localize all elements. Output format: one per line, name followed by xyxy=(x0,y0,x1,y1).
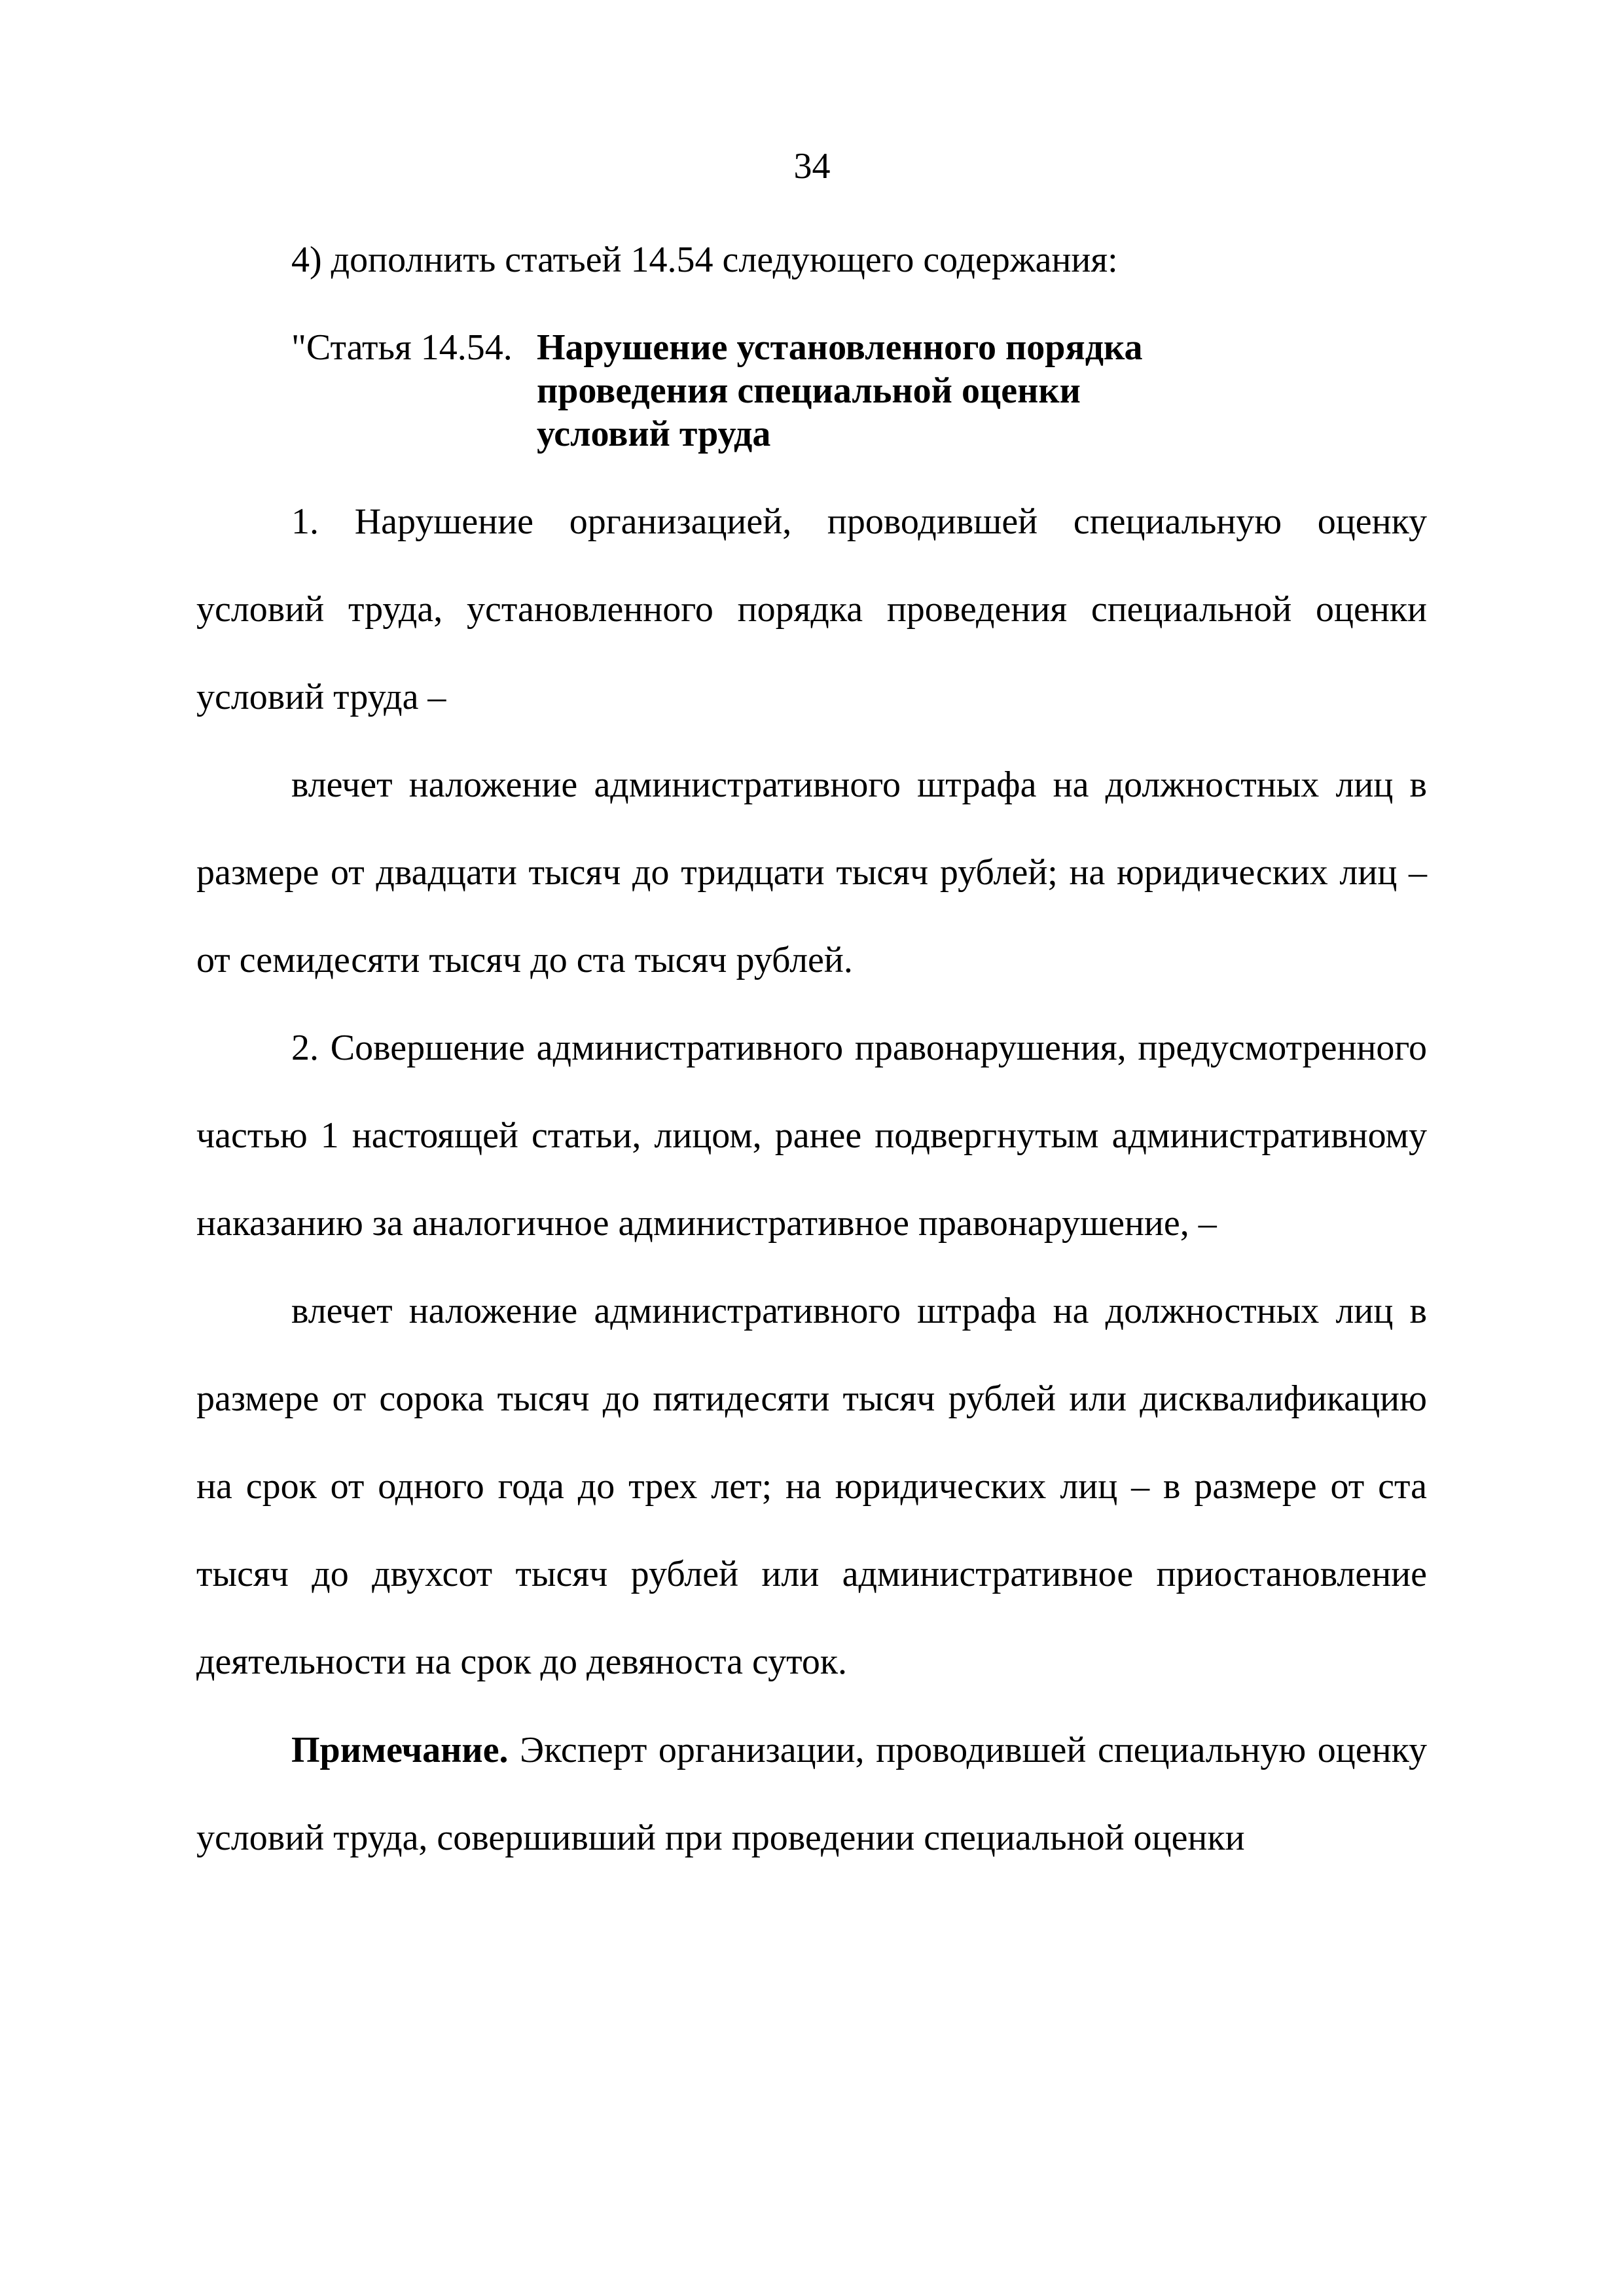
note-text: Эксперт организации, проводившей специальную оценку условий труда, совершивший при проведении специальной оценки xyxy=(196,1730,1427,1858)
paragraph-part-1: 1. Нарушение организацией, проводившей специальную оценку условий труда, установленного порядка проведения специальной оценки условий труда – xyxy=(196,501,1427,717)
article-title-line: Нарушение установленного порядка xyxy=(537,327,1143,368)
article-label: "Статья 14.54. xyxy=(291,327,513,368)
article-title xyxy=(537,326,1453,456)
paragraph-note xyxy=(196,1706,1427,1882)
note-label: Примечание. xyxy=(291,1730,509,1770)
amendment-intro: 4) дополнить статьей 14.54 следующего содержания: xyxy=(291,240,1118,280)
page-number: 34 xyxy=(793,146,831,187)
article-title-line: условий труда xyxy=(537,414,771,454)
article-title-line: проведения специальной оценки xyxy=(537,370,1081,411)
paragraph-sanction-2: влечет наложение административного штрафа на должностных лиц в размере от сорока тысяч до пятидесяти тысяч рублей или дисквалификацию на срок от одного года до трех лет; на юридических лиц – в размере от ста тысяч до двухсот тысяч рублей или административное приостановление деятельности на срок до девяноста суток. xyxy=(196,1291,1427,1682)
paragraph-sanction-1: влечет наложение административного штрафа на должностных лиц в размере от двадцати тысяч до тридцати тысяч рублей; на юридических лиц – от семидесяти тысяч до ста тысяч рублей. xyxy=(196,764,1427,980)
paragraph-part-2: 2. Совершение административного правонарушения, предусмотренного частью 1 настоящей статьи, лицом, ранее подвергнутым административному наказанию за аналогичное административное правонарушение, – xyxy=(196,1028,1427,1244)
